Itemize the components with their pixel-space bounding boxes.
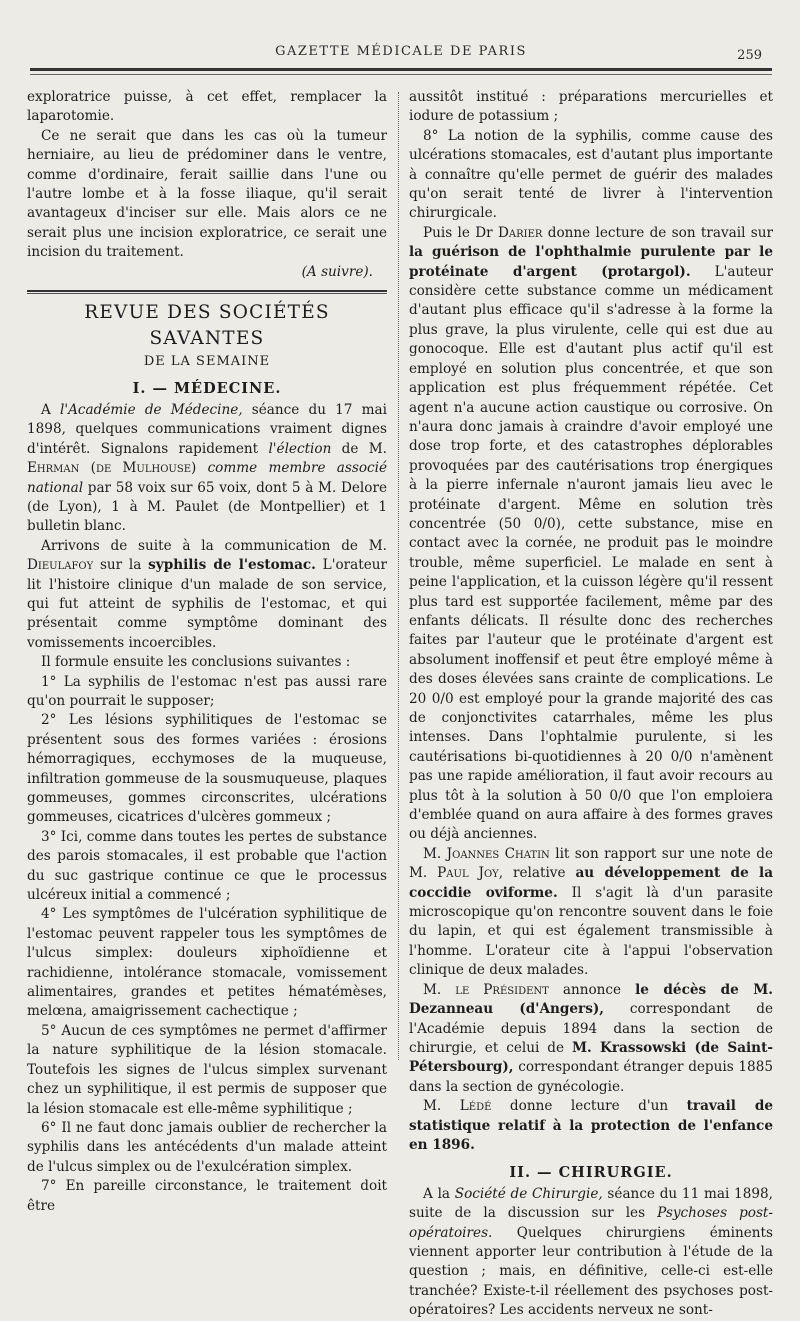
section-rule-thin (27, 293, 387, 294)
paragraph: M. Joannes Chatin lit son rapport sur une note de M. Paul Joy, relative au développement de la coccidie oviforme. Il s'agit là d'un parasite microscopique qu'on rencontre souvent dans le foie du lapin, et qui est également transmissible à l'homme. L'orateur cite à l'appui l'observation clinique de deux malades. (409, 845, 774, 979)
paragraph: A la Société de Chirurgie, séance du 11 mai 1898, suite de la discussion sur les Psychoses post-opératoires. Quelques chirurgiens éminents viennent apporter leur contribution à l'étude de la question ; mais, en définitive, celle-ci est-elle tranchée? Existe-t-il réellement des psychoses post-opératoires? Les accidents nerveux ne sont- (409, 1185, 773, 1319)
paragraph: M. Lédé donne lecture d'un travail de statistique relatif à la protection de l'enfance en 1896. (409, 1098, 774, 1153)
paragraph: Arrivons de suite à la communication de M. Dieulafoy sur la syphilis de l'estomac. L'orateur lit l'histoire clinique d'un malade de son service, qui fut atteint de syphilis de l'estomac, et qui présentait comme symptôme dominant des vomissements incoercibles. (27, 537, 387, 651)
paragraph: M. le Président annonce le décès de M. Dezanneau (d'Angers), correspondant de l'Académie depuis 1894 dans la section de chirurgie, et celui de M. Krassowski (de Saint-Pétersbourg), correspondant étranger depuis 1885 dans la section de gynécologie. (409, 981, 774, 1095)
journal-title: GAZETTE MÉDICALE DE PARIS (275, 44, 527, 59)
right-column (409, 88, 773, 1321)
section-rule (27, 290, 387, 292)
paragraph: A l'Académie de Médecine, séance du 17 mai 1898, quelques communications vraiment dignes d'intérêt. Signalons rapidement l'élection de M. Ehrman (de Mulhouse) comme membre associé national par 58 voix sur 65 voix, dont 5 à M. Delore (de Lyon), 1 à M. Paulet (de Montpellier) et 1 bulletin blanc. (27, 401, 388, 535)
paragraph: exploratrice puisse, à cet effet, remplacer la laparotomie. (27, 89, 387, 125)
paragraph: aussitôt institué : préparations mercurielles et iodure de potassium ; (409, 89, 773, 125)
paragraph: Puis le Dr Darier donne lecture de son travail sur la guérison de l'ophthalmie purulente par le protéinate d'argent (protargol). L'auteur considère cette substance comme un médicament d'autant plus efficace qu'il s'adresse à la forme la plus grave, la plus virulente, celle qui est due au gonocoque. Elle est d'autant plus actif qu'il est employé en solution plus concentrée, et que son application est plus fréquemment répétée. Cet agent n'a aucune action caustique ou corrosive. On n'aura donc jamais à craindre d'avoir employé une dose trop forte, et des catastrophes déplorables provoquées par des cautérisations trop énergiques à la pierre infernale n'auront jamais lieu avec le protéinate d'argent. Même en solution très concentrée (50 0/0), cette substance, mise en contact avec la cornée, ne produit pas le moindre trouble, même superficiel. Le malade en sent à peine l'application, et la cuisson légère qu'il ressent plus tard est supportée facilement, même par des enfants délicats. Il résulte donc des recherches faites par l'auteur que le protéinate d'argent est absolument inoffensif et peut être employé même à des doses élevées sans crainte de complications. Le 20 0/0 est employé pour la grande majorité des cas de conjonctivites catarrhales, même les plus intenses. Dans l'ophtalmie purulente, si les cautérisations bi-quotidiennes à 20 0/0 n'amènent pas une rapide amélioration, il faut avoir recours au plus tôt à la solution à 50 0/0 que l'on emploiera d'emblée quand on aura affaire à des formes graves ou déjà anciennes. (409, 224, 773, 843)
part-heading-medecine: I. — MÉDECINE. (132, 380, 282, 398)
header-rule (30, 68, 772, 71)
list-item: 4° Les symptômes de l'ulcération syphilitique de l'estomac peuvent rappeler tous les symptômes de l'ulcus simplex: douleurs xiphoïdienne et rachidienne, intolérance stomacale, vomissement alimentaires, grandes et petites hématémèses, melœna, amaigrissement cachectique ; (27, 906, 387, 1020)
list-item: 7° En pareille circonstance, le traitement doit être (27, 1178, 387, 1214)
part-heading-chirurgie: II. — CHIRURGIE. (509, 1164, 673, 1182)
to-be-continued: (A suivre). (301, 263, 373, 280)
list-item: 6° Il ne faut donc jamais oublier de rechercher la syphilis dans les antécédents d'un malade atteint de l'ulcus simplex ou de l'exulcération simplex. (27, 1119, 387, 1175)
paragraph: Il formule ensuite les conclusions suivantes : (41, 654, 351, 671)
section-subtitle: DE LA SEMAINE (143, 354, 271, 370)
left-column (27, 88, 387, 1216)
list-item: 3° Ici, comme dans toutes les pertes de substance des parois stomacales, il est probable que l'action du suc gastrique continue ce que le processus ulcéreux initial a commencé ; (27, 828, 387, 904)
list-item: 1° La syphilis de l'estomac n'est pas aussi rare qu'on pourrait le supposer; (27, 673, 387, 709)
column-divider (398, 92, 400, 1060)
page-header (30, 44, 772, 66)
section-title: REVUE DES SOCIÉTÉS SAVANTES (84, 302, 330, 350)
header-rule-thin (30, 74, 772, 75)
page-number: 259 (737, 48, 762, 63)
paragraph: Ce ne serait que dans les cas où la tumeur herniaire, au lieu de prédominer dans le ventre, comme d'ordinaire, ferait saillie dans l'une ou l'autre lombe et à la fosse iliaque, qu'il serait avantageux d'inciser sur elle. Mais alors ce ne serait plus une incision exploratrice, ce serait une incision du traitement. (27, 127, 387, 261)
list-item: 2° Les lésions syphilitiques de l'estomac se présentent sous des formes variées : érosions hémorragiques, ecchymoses de la muqueuse, infiltration gommeuse de la sousmuqueuse, plaques gommeuses, gommes circonscrites, ulcérations gommeuses, cicatrices d'ulcères gommeux ; (27, 712, 387, 826)
list-item: 5° Aucun de ces symptômes ne permet d'affirmer la nature syphilitique de la lésion stomacale. Toutefois les signes de l'ulcus simplex survenant chez un syphilitique, il est permis de supposer que la lésion stomacale est elle-même syphilitique ; (27, 1022, 387, 1117)
list-item: 8° La notion de la syphilis, comme cause des ulcérations stomacales, est d'autant plus importante à connaître qu'elle permet de guérir des malades qu'on serait tenté de livrer à l'intervention chirurgicale. (409, 127, 773, 222)
